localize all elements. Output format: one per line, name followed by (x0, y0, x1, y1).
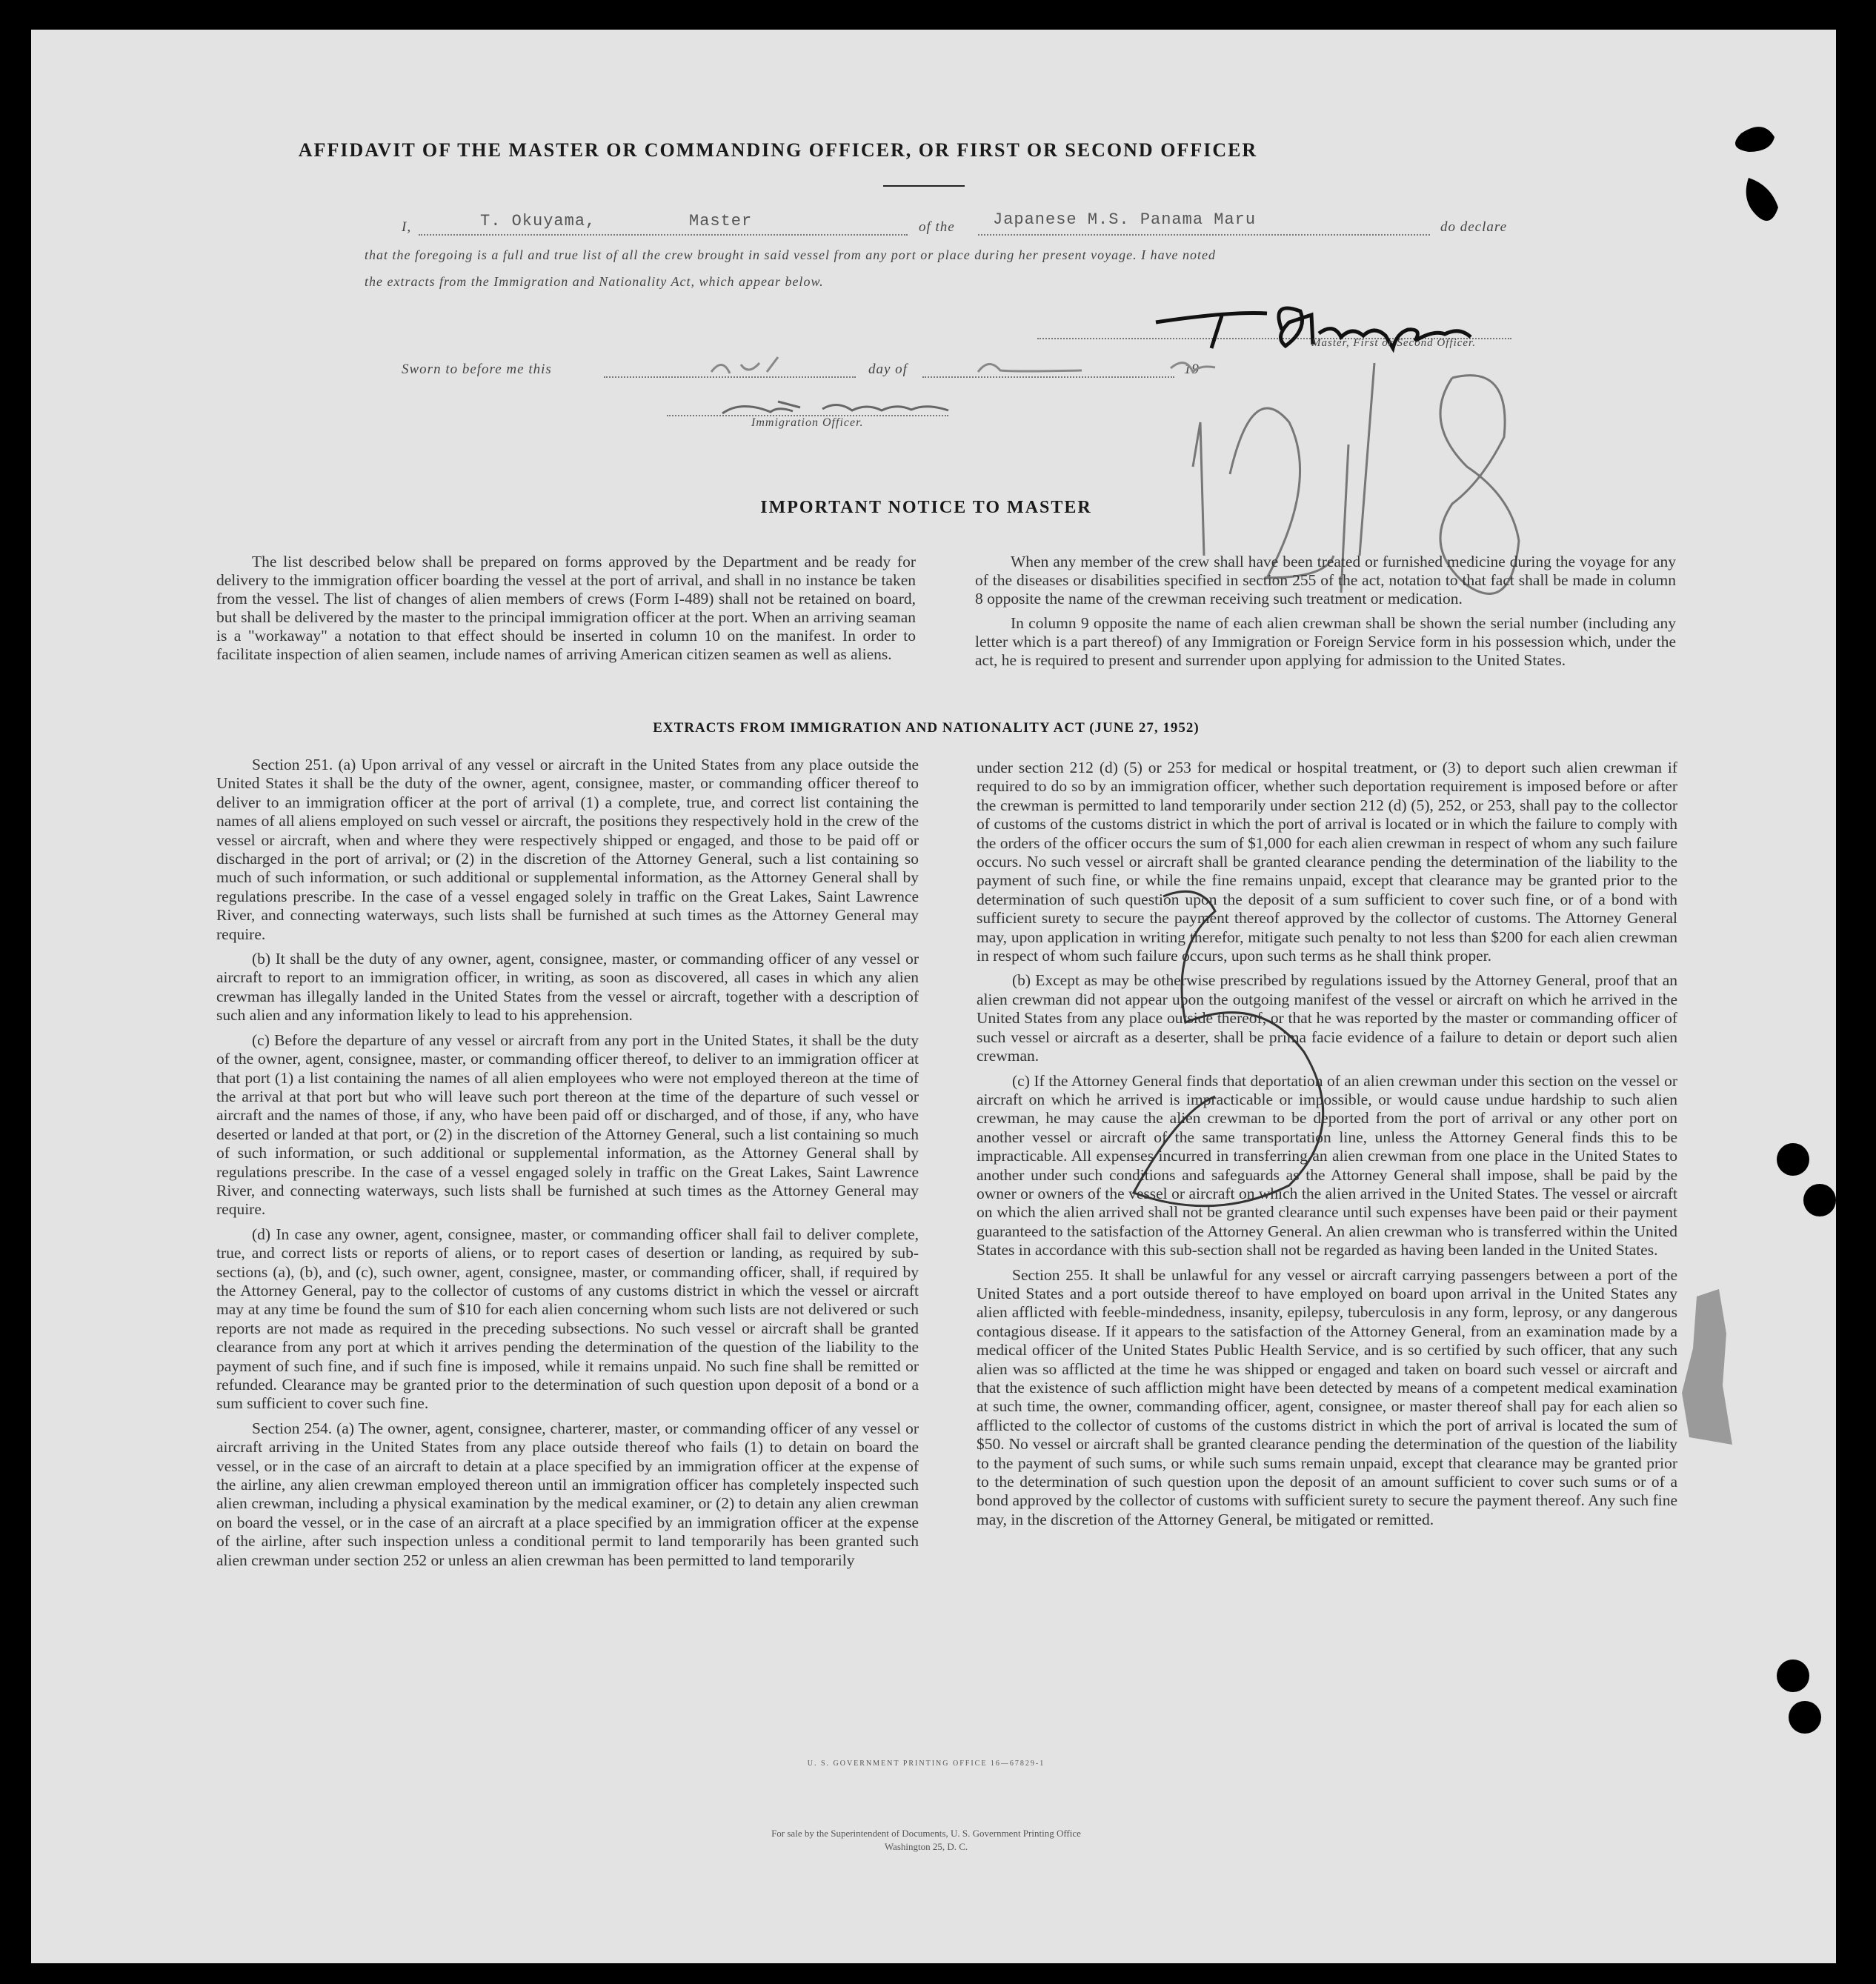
sale-notice-line-1: For sale by the Superintendent of Documents, U. S. Government Printing Office (771, 1828, 1081, 1839)
day-of-label: day of (868, 362, 908, 377)
year-label: 19 (1184, 362, 1200, 377)
punch-hole-3 (1777, 1660, 1809, 1692)
section-254-a: Section 254. (a) The owner, agent, consignee, charterer, master, or commanding officer of any vessel or aircraft arriving in the United States from any place outside thereof who fails (1) to detain on board the vessel, or in the case of an aircraft to detain at a place specified by an immigration officer at the expense of the airline, any alien crewman employed thereon until an immigration officer has completely inspected such alien crewman, including a physical examination by the medical examiner, or (2) to detain any alien crewman on board the vessel, or in the case of an aircraft at a place specified by an immigration officer at the expense of the airline, after such inspection unless a conditional permit to land temporarily has been granted such alien crewman under section 252 or unless an alien crewman has been permitted to land temporarily (216, 1419, 919, 1569)
declaration-line-1: that the foregoing is a full and true list of all the crew brought in said vessel from any port or place during her present voyage. I have noted (365, 247, 1217, 262)
notice-title: IMPORTANT NOTICE TO MASTER (760, 498, 1092, 517)
do-declare-label: do declare (1440, 219, 1508, 235)
section-254-b: (b) Except as may be otherwise prescribed by regulations issued by the Attorney General, proof that an alien crewman did not appear upon the outgoing manifest of the vessel or aircraft on which he arrived in the United States from any place outside thereof, or that he was reported by the master or commanding officer of such vessel or aircraft as a deserter, shall be prima facie evidence of a failure to detain or deport such alien crewman. (977, 971, 1677, 1065)
sale-notice-line-2: Washington 25, D. C. (884, 1841, 968, 1852)
notice-right-column (975, 553, 1676, 676)
officer-caption: Immigration Officer. (751, 416, 864, 429)
of-the-label: of the (919, 219, 955, 235)
i-label: I, (402, 219, 412, 235)
punch-hole-1 (1777, 1143, 1809, 1176)
declaration-line-2: the extracts from the Immigration and Nationality Act, which appear below. (365, 274, 824, 289)
signature-caption: Master, First or Second Officer. (1311, 337, 1476, 349)
section-251-a: Section 251. (a) Upon arrival of any vessel or aircraft in the United States from any place outside the United States it shall be the duty of the owner, agent, consignee, master, or commanding officer thereof to deliver to an immigration officer at the port of arrival (1) a complete, true, and correct list containing the names of all aliens employed on such vessel or aircraft, the positions they respectively hold in the crew of the vessel or aircraft, when and where they were respectively shipped or engaged, and those to be paid off or discharged in the port of arrival; or (2) in the discretion of the Attorney General, such a list containing so much of such information, or such additional or supplemental information, as the Attorney General shall by regulations prescribe. In the case of a vessel engaged solely in traffic on the Great Lakes, Saint Lawrence River, and connecting waterways, such lists shall be furnished at such times as the Attorney General may require. (216, 756, 919, 943)
ink-blots (1719, 119, 1815, 230)
name-line (419, 234, 908, 236)
notice-left-column (216, 553, 916, 670)
affidavit-title: AFFIDAVIT OF THE MASTER OR COMMANDING OFFICER, OR FIRST OR SECOND OFFICER (298, 139, 1258, 161)
sworn-label: Sworn to before me this (402, 362, 552, 377)
section-254-c: (c) If the Attorney General finds that deportation of an alien crewman under this section on the vessel or aircraft on which he arrived is impracticable or impossible, or would cause undue hardship to such alien crewman, he may cause the alien crewman to be deported from the port of arrival or any other port on another vessel or aircraft of the same transportation line, unless the Attorney General finds this to be impracticable. All expenses incurred in transferring an alien crewman from one place in the United States to another under such conditions and safeguards as the Attorney General shall impose, shall be paid by the owner or owners of the vessel or aircraft on which the alien arrived in the United States. The vessel or aircraft on which the alien arrived shall not be granted clearance until such expenses have been paid or their payment guaranteed to the satisfaction of the Attorney General. An alien crewman who is transferred within the United States in accordance with this sub-section shall not be regarded as having been landed in the United States. (977, 1071, 1677, 1259)
section-251-d: (d) In case any owner, agent, consignee, master, or commanding officer shall fail to deliver complete, true, and correct lists or reports of aliens, or to report cases of desertion or landing, as required by sub-sections (a), (b), and (c), such owner, agent, consignee, master, or commanding officer, shall, if required by the Attorney General, pay to the collector of customs of any customs district in which the vessel or aircraft may at any time be found the sum of $10 for each alien concerning whom such lists are not delivered or such reports are not made as required in the preceding subsections. No such vessel or aircraft shall be granted clearance from any port at which it arrives pending the determination of the question of the liability to the payment of such fine, and if such fine is imposed, while it remains unpaid. No such fine shall be remitted or refunded. Clearance may be granted prior to the determination of such question upon deposit of a bond or a sum sufficient to cover such fine. (216, 1225, 919, 1413)
notice-right-paragraph-1: When any member of the crew shall have been treated or furnished medicine during the voyage for any of the diseases or disabilities specified in section 255 of the act, notation to that fact shall be made in column 8 opposite the name of the crewman receiving such treatment or medication. (975, 553, 1676, 607)
printing-office-line: U. S. GOVERNMENT PRINTING OFFICE 16—67829-1 (807, 1760, 1045, 1768)
vessel-name: Japanese M.S. Panama Maru (993, 210, 1257, 229)
extracts-right-column (977, 759, 1677, 1535)
section-251-c: (c) Before the departure of any vessel or aircraft from any port in the United States, it shall be the duty of the owner, agent, consignee, master, or commanding officer thereof, to deliver to an immigration officer at that port (1) a list containing the names of all alien employees who were not employed thereon at the time of the arrival at that port but who will leave such port thereon at the time of the departure of such vessel or aircraft and the names of those, if any, who have been paid off or discharged, and of those, if any, who have deserted or landed at that port, or (2) in the discretion of the Attorney General, such a list containing so much of such information, or such additional or supplemental information, as the Attorney General shall by regulations prescribe. In the case of a vessel engaged solely in traffic on the Great Lakes, Saint Lawrence River, and connecting waterways, such lists shall be furnished at such times as the Attorney General may require. (216, 1031, 919, 1219)
section-251-b: (b) It shall be the duty of any owner, agent, consignee, master, or commanding officer of any vessel or aircraft to report to an immigration officer, in writing, as soon as discovered, all cases in which any alien crewman has illegally landed in the United States from the vessel or aircraft, together with a description of such alien and any information likely to lead to his apprehension. (216, 950, 919, 1025)
extracts-left-column (216, 756, 919, 1576)
punch-hole-2 (1803, 1184, 1836, 1216)
title-rule (883, 185, 965, 187)
extracts-title: EXTRACTS FROM IMMIGRATION AND NATIONALITY ACT (JUNE 27, 1952) (653, 720, 1200, 736)
master-name: T. Okuyama, (480, 212, 596, 230)
notice-right-paragraph-2: In column 9 opposite the name of each alien crewman shall be shown the serial number (including any letter which is a part thereof) of any Immigration or Foreign Service form in his possession which, under the act, he is required to present and surrender upon applying for admission to the United States. (975, 614, 1676, 669)
punch-hole-4 (1789, 1701, 1821, 1734)
notice-left-paragraph: The list described below shall be prepared on forms approved by the Department and be ready for delivery to the immigration officer boarding the vessel at the port of arrival, and shall in no instance be taken from the vessel. The list of changes of alien members of crews (Form I-489) shall not be retained on board, but shall be delivered by the master to the principal immigration officer at the port. When an arriving seaman is a "workaway" a notation to that effect should be inserted in column 10 on the manifest. In order to facilitate inspection of alien seamen, include names of arriving American citizen seamen as well as aliens. (216, 553, 916, 663)
vessel-line (978, 234, 1430, 236)
section-255: Section 255. It shall be unlawful for any vessel or aircraft carrying passengers between a port of the United States and a port outside thereof to have employed on board upon arrival in the United States any alien afflicted with feeble-mindedness, insanity, epilepsy, tuberculosis in any form, leprosy, or any dangerous contagious disease. If it appears to the satisfaction of the Attorney General, from an examination made by a medical officer of the United States Public Health Service, and is so certified by such officer, that any such alien was so afflicted at the time he was shipped or engaged and taken on board such vessel or aircraft and that the existence of such affliction might have been detected by means of a competent medical examination at such time, the owner, commanding officer, agent, consignee, or master thereof shall pay for each alien so afflicted to the collector of customs of the customs district in which the port of arrival is located the sum of $50. No vessel or aircraft shall be granted clearance pending the determination of the question of the liability to the payment of such sums, or while such sums remain unpaid, except that clearance may be granted prior to the determination of such question upon the deposit of an amount sufficient to cover such sums or of a bond approved by the collector of customs with sufficient surety to secure the payment thereof. Any such fine may, in the discretion of the Attorney General, be mitigated or remitted. (977, 1265, 1677, 1528)
section-254-a-continued: under section 212 (d) (5) or 253 for medical or hospital treatment, or (3) to deport such alien crewman if required to do so by an immigration officer, whether such deportation requirement is imposed before or after the crewman is permitted to land temporarily under section 212 (d) (5), 252, or 253, shall pay to the collector of customs of the customs district in which the port of arrival is located or in which the failure to comply with the orders of the officer occurs the sum of $1,000 for each alien crewman in respect of whom any such failure occurs. No such vessel or aircraft shall be granted clearance pending the determination of the liability to the payment of such fine, or while the fine remains unpaid, except that clearance may be granted prior to the determination of such question upon the deposit of a sum sufficient to cover such fine, or of a bond with sufficient surety to secure the payment thereof approved by the collector of customs. The Attorney General may, upon application in writing therefor, mitigate such penalty to not less than $200 for each alien crewman in respect of whom such failure occurs, upon such terms as he shall think proper. (977, 759, 1677, 965)
page-damage (1674, 1289, 1734, 1452)
master-rank: Master (689, 212, 753, 230)
